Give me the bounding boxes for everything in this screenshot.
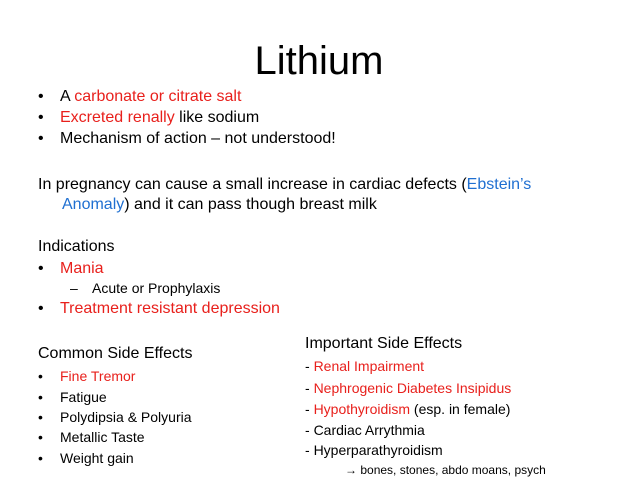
important-item: - Hyperparathyroidism	[305, 442, 443, 458]
ebstein-text: Ebstein’s	[466, 176, 532, 193]
common-item: • Metallic Taste	[38, 429, 145, 445]
pregnancy-line-1: In pregnancy can cause a small increase in cardiac defects (Ebstein’s	[38, 176, 532, 193]
important-item: - Hypothyroidism (esp. in female)	[305, 401, 511, 417]
common-item: • Polydipsia & Polyuria	[38, 409, 192, 425]
excreted-text: Excreted renally	[60, 109, 175, 126]
indication-mania: • Mania	[38, 260, 104, 277]
important-item: - Cardiac Arrythmia	[305, 422, 425, 438]
bullet-glyph: •	[38, 300, 44, 317]
bullet-excretion: • Excreted renally like sodium	[38, 109, 260, 126]
bullet-glyph: •	[38, 429, 43, 445]
hyperpara-note: → bones, stones, abdo moans, psych	[345, 463, 546, 477]
bullet-glyph: •	[38, 260, 44, 277]
important-heading: Important Side Effects	[305, 335, 463, 352]
indications-heading: Indications	[38, 238, 115, 255]
bullet-carbonate: • A carbonate or citrate salt	[38, 88, 242, 105]
bullet-glyph: •	[38, 88, 44, 105]
carbonate-text: carbonate or citrate salt	[74, 88, 242, 105]
common-heading: Common Side Effects	[38, 345, 193, 362]
arrow-right-icon: →	[345, 463, 357, 477]
bullet-glyph: •	[38, 409, 43, 425]
bullet-glyph: •	[38, 130, 44, 147]
important-item: - Nephrogenic Diabetes Insipidus	[305, 380, 512, 396]
pregnancy-line-2: Anomaly) and it can pass though breast milk	[62, 196, 377, 213]
indication-trd: • Treatment resistant depression	[38, 300, 280, 317]
slide-title: Lithium	[254, 39, 384, 83]
important-item: - Renal Impairment	[305, 358, 425, 374]
common-item: • Fine Tremor	[38, 368, 136, 384]
bullet-glyph: •	[38, 368, 43, 384]
bullet-glyph: •	[38, 109, 44, 126]
common-item: • Fatigue	[38, 389, 107, 405]
anomaly-text: Anomaly	[62, 196, 125, 213]
indication-sub: – Acute or Prophylaxis	[70, 280, 221, 296]
bullet-mechanism: • Mechanism of action – not understood!	[38, 130, 336, 147]
bullet-glyph: •	[38, 389, 43, 405]
bullet-glyph: •	[38, 450, 43, 466]
dash-glyph: –	[70, 280, 78, 296]
common-item: • Weight gain	[38, 450, 134, 466]
